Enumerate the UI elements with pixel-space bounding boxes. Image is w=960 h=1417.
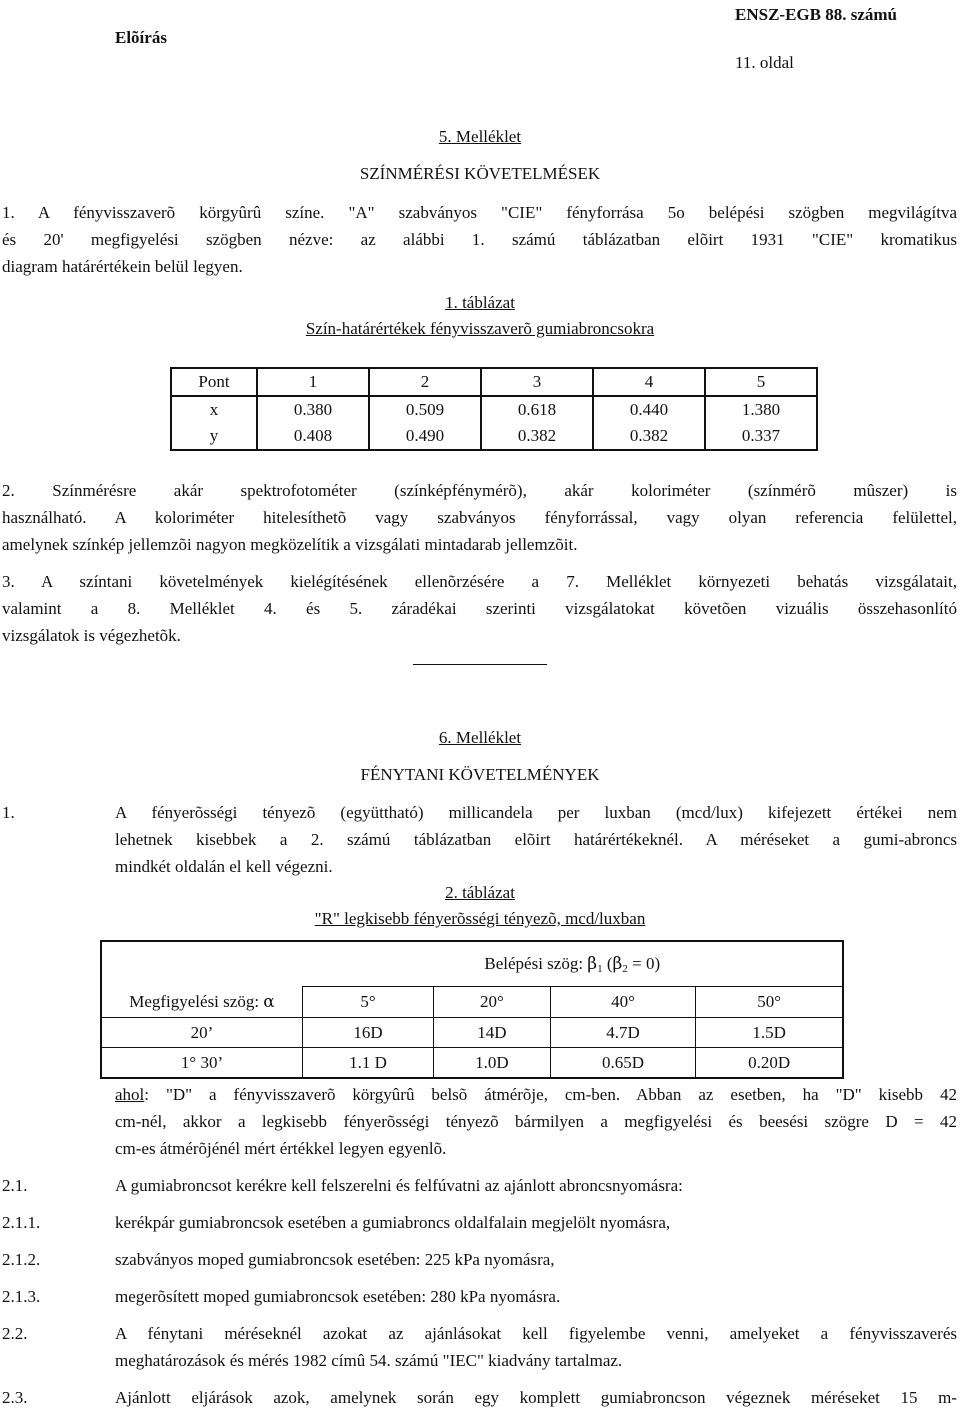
annex5-para3-line1: 3. A színtani követelmények kielégítésének ellenõrzésére a 7. Melléklet környezeti behatás vizsgálatait,	[2, 572, 957, 591]
item-text: A gumiabroncsot kerékre kell felszerelni és felfúvatni az ajánlott abroncsnyomásra:	[115, 1176, 683, 1195]
table-row	[101, 987, 843, 1018]
annex6-note-line3: cm-es átmérõjénél mért értékkel legyen egyenlõ.	[115, 1139, 447, 1158]
annex5-para2-line2: használható. A koloriméter hitelesíthetõ vagy szabványos fényforrással, vagy olyan referencia felülettel,	[2, 508, 957, 527]
table-cell: 1.1 D	[303, 1047, 434, 1078]
table-cell: 1.380	[705, 396, 817, 423]
table-cell: 0.408	[257, 423, 369, 450]
luminous-intensity-table	[100, 940, 844, 1079]
table-row	[171, 396, 817, 423]
beta-symbol: β	[612, 954, 623, 974]
table-cell: 5	[705, 368, 817, 396]
table-cell: 0.337	[705, 423, 817, 450]
table2-title: "R" legkisebb fényerõsségi tényezõ, mcd/luxban	[314, 909, 646, 928]
item-text-continued: meghatározások és mérés 1982 címû 54. számú "IEC" kiadvány tartalmaz.	[115, 1351, 623, 1370]
header-right-title: ENSZ-EGB 88. számú	[735, 5, 897, 24]
table-cell: x	[209, 400, 219, 419]
item-number: 2.1.	[2, 1176, 28, 1195]
table-header-entrance-angle: Belépési szög: $\beta_1$ $(\beta_2 = 0)$	[303, 941, 844, 987]
table-cell: 4	[593, 368, 705, 396]
table-cell: y	[209, 426, 219, 445]
color-limits-table	[170, 367, 818, 451]
annex6-title: 6. Melléklet	[438, 728, 522, 747]
item-number: 2.1.3.	[2, 1287, 41, 1306]
table-cell: 0.382	[593, 423, 705, 450]
annex5-subtitle: SZÍNMÉRÉSI KÖVETELMÉSEK	[359, 164, 601, 183]
annex5-para1-line3: diagram határértékein belül legyen.	[2, 257, 243, 276]
annex6-subtitle: FÉNYTANI KÖVETELMÉNYEK	[360, 765, 600, 784]
table-row	[101, 1047, 843, 1078]
table-cell: 0.20D	[696, 1047, 843, 1078]
annex6-note-line1: ahol: "D" a fényvisszaverõ körgyûrû belsõ átmérõje, cm-ben. Abban az esetben, ha "D" kisebb 42	[115, 1085, 957, 1104]
header-page-number: 11. oldal	[735, 53, 794, 72]
table-cell: 16D	[303, 1017, 434, 1047]
table-cell: 4.7D	[550, 1017, 695, 1047]
table2-caption: 2. táblázat	[445, 883, 515, 902]
table-cell	[101, 941, 303, 987]
item-text: kerékpár gumiabroncsok esetében a gumiabroncs oldalfalain megjelölt nyomásra,	[115, 1213, 671, 1232]
table-cell: 40°	[550, 987, 695, 1018]
table-cell: 0.618	[481, 396, 593, 423]
table-cell: 1.0D	[434, 1047, 551, 1078]
table-cell: 3	[481, 368, 593, 396]
table1-caption: 1. táblázat	[445, 293, 515, 312]
annex6-note-line2: cm-nél, akkor a legkisebb fényerõsségi tényezõ bármilyen a megfigyelési és beesési szögre D = 42	[115, 1112, 957, 1131]
table-cell: Pont	[171, 368, 257, 396]
table-cell: 0.382	[481, 423, 593, 450]
annex6-para1-line1: A fényerõsségi tényezõ (együttható) millicandela per luxban (mcd/lux) kifejezett értékei nem	[115, 803, 957, 822]
table-cell: 20’	[101, 1017, 303, 1047]
alpha-symbol: α	[263, 991, 275, 1012]
table-row	[101, 1017, 843, 1047]
table-cell: 14D	[434, 1017, 551, 1047]
table-cell: 0.440	[593, 396, 705, 423]
table-cell: 1.5D	[696, 1017, 843, 1047]
table-row	[171, 368, 817, 396]
separator-line	[413, 664, 547, 665]
beta-symbol: β	[587, 954, 598, 974]
table-cell: 0.65D	[550, 1047, 695, 1078]
table-row	[101, 941, 843, 987]
table-cell: 50°	[696, 987, 843, 1018]
table-cell: 0.509	[369, 396, 481, 423]
annex5-para2-line1: 2. Színmérésre akár spektrofotométer (színképfénymérõ), akár koloriméter (színmérõ mûszer) is	[2, 481, 957, 500]
item-number: 2.2.	[2, 1324, 28, 1343]
annex5-para3-line3: vizsgálatok is végezhetõk.	[2, 626, 181, 645]
table-cell: 0.490	[369, 423, 481, 450]
annex5-para2-line3: amelynek színkép jellemzõi nagyon megközelítik a vizsgálati mintadarab jellemzõit.	[2, 535, 578, 554]
header-left: Elõírás	[115, 28, 167, 47]
item-text: megerõsített moped gumiabroncsok esetében: 280 kPa nyomásra.	[115, 1287, 561, 1306]
item-number: 2.1.1.	[2, 1213, 41, 1232]
item-text: Ajánlott eljárások azok, amelynek során egy komplett gumiabroncson végeznek méréseket 15 m-	[115, 1388, 957, 1407]
item-number: 2.3.	[2, 1388, 28, 1407]
annex5-para1-line2: és 20' megfigyelési szögben nézve: az alábbi 1. számú táblázatban elõirt 1931 "CIE" kromatikus	[2, 230, 957, 249]
table-cell: 20°	[434, 987, 551, 1018]
annex6-para1-line3: mindkét oldalán el kell végezni.	[115, 857, 333, 876]
annex5-title: 5. Melléklet	[438, 127, 522, 146]
annex5-para3-line2: valamint a 8. Melléklet 4. és 5. záradékai szerinti vizsgálatokat követõen vizuális összehasonlító	[2, 599, 957, 618]
table-row	[171, 423, 817, 450]
table-cell: 1° 30’	[101, 1047, 303, 1078]
table-cell: 5°	[303, 987, 434, 1018]
table-header-observation-angle: Megfigyelési szög: α	[101, 987, 303, 1018]
table-cell: 1	[257, 368, 369, 396]
item-text: szabványos moped gumiabroncsok esetében: 225 kPa nyomásra,	[115, 1250, 555, 1269]
item-number: 2.1.2.	[2, 1250, 41, 1269]
annex5-para1-line1: 1. A fényvisszaverõ körgyûrû színe. "A" szabványos "CIE" fényforrása 5o belépési szögben megvilágítva	[2, 203, 957, 222]
annex6-para1-number: 1.	[2, 803, 15, 822]
item-text: A fénytani méréseknél azokat az ajánlásokat kell figyelembe venni, amelyeket a fényvisszaverés	[115, 1324, 957, 1343]
table1-title: Szín-határértékek fényvisszaverõ gumiabroncsokra	[305, 319, 655, 338]
table-cell: 0.380	[257, 396, 369, 423]
table-cell: 2	[369, 368, 481, 396]
annex6-para1-line2: lehetnek kisebbek a 2. számú táblázatban elõirt határértékeknél. A méréseket a gumi-abroncs	[115, 830, 957, 849]
